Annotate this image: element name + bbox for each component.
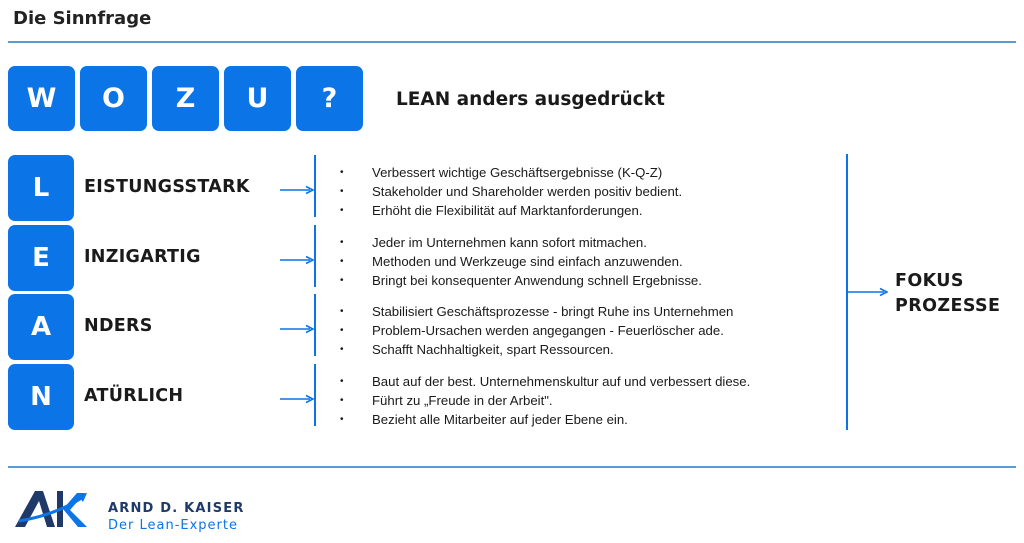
list-item: • Stabilisiert Geschäftsprozesse - bringt Ruhe ins Unternehmen — [340, 302, 733, 321]
lean-tile-l: L — [8, 155, 74, 221]
ak-logo-icon — [13, 487, 95, 531]
arrow-right-icon — [280, 324, 314, 334]
list-item: • Problem-Ursachen werden angegangen - Feuerlöscher ade. — [340, 321, 733, 340]
lean-word-e: INZIGARTIG — [84, 247, 201, 267]
list-item: • Bezieht alle Mitarbeiter auf jeder Ebene ein. — [340, 410, 750, 429]
lean-row-e — [0, 225, 840, 291]
lean-row-l — [0, 155, 840, 221]
list-item: • Führt zu „Freude in der Arbeit". — [340, 391, 750, 410]
brand-tagline: Der Lean-Experte — [108, 518, 238, 533]
lean-tile-e: E — [8, 225, 74, 291]
list-item: • Bringt bei konsequenter Anwendung schnell Ergebnisse. — [340, 271, 702, 290]
bottom-divider — [8, 466, 1016, 468]
wozu-tiles — [8, 66, 363, 131]
list-item: • Stakeholder und Shareholder werden positiv bedient. — [340, 182, 682, 201]
wozu-tile-z: Z — [152, 66, 219, 131]
lean-word-a: NDERS — [84, 316, 153, 336]
arrow-right-icon — [280, 255, 314, 265]
bullet-list-n — [340, 372, 750, 429]
lean-word-l: EISTUNGSSTARK — [84, 177, 250, 197]
list-item: • Erhöht die Flexibilität auf Marktanforderungen. — [340, 201, 682, 220]
wozu-tile-u: U — [224, 66, 291, 131]
arrow-right-icon — [280, 394, 314, 404]
list-item: • Baut auf der best. Unternehmenskultur auf und verbessert diese. — [340, 372, 750, 391]
lean-row-a — [0, 294, 840, 360]
lean-tile-n: N — [8, 364, 74, 430]
fokus-line1: FOKUS — [895, 271, 964, 291]
row-divider — [314, 364, 316, 426]
lean-word-n: ATÜRLICH — [84, 386, 184, 406]
wozu-tile-o: O — [80, 66, 147, 131]
fokus-line2: PROZESSE — [895, 296, 1001, 316]
list-item: • Methoden und Werkzeuge sind einfach anzuwenden. — [340, 252, 702, 271]
row-divider — [314, 225, 316, 287]
wozu-tile-question: ? — [296, 66, 363, 131]
list-item: • Jeder im Unternehmen kann sofort mitmachen. — [340, 233, 702, 252]
bullet-list-e — [340, 233, 702, 290]
list-item: • Verbessert wichtige Geschäftsergebnisse (K-Q-Z) — [340, 163, 682, 182]
lean-row-n — [0, 364, 840, 430]
page-title: Die Sinnfrage — [13, 8, 152, 29]
top-divider — [8, 41, 1016, 43]
arrow-right-icon — [280, 185, 314, 195]
brand-name: ARND D. KAISER — [108, 501, 245, 516]
list-item: • Schafft Nachhaltigkeit, spart Ressourcen. — [340, 340, 733, 359]
lean-tile-a: A — [8, 294, 74, 360]
row-divider — [314, 294, 316, 356]
arrow-right-icon — [848, 287, 888, 297]
subtitle: LEAN anders ausgedrückt — [396, 89, 665, 110]
wozu-tile-w: W — [8, 66, 75, 131]
fokus-label — [895, 269, 1000, 319]
row-divider — [314, 155, 316, 217]
bullet-list-l — [340, 163, 682, 220]
bullet-list-a — [340, 302, 733, 359]
